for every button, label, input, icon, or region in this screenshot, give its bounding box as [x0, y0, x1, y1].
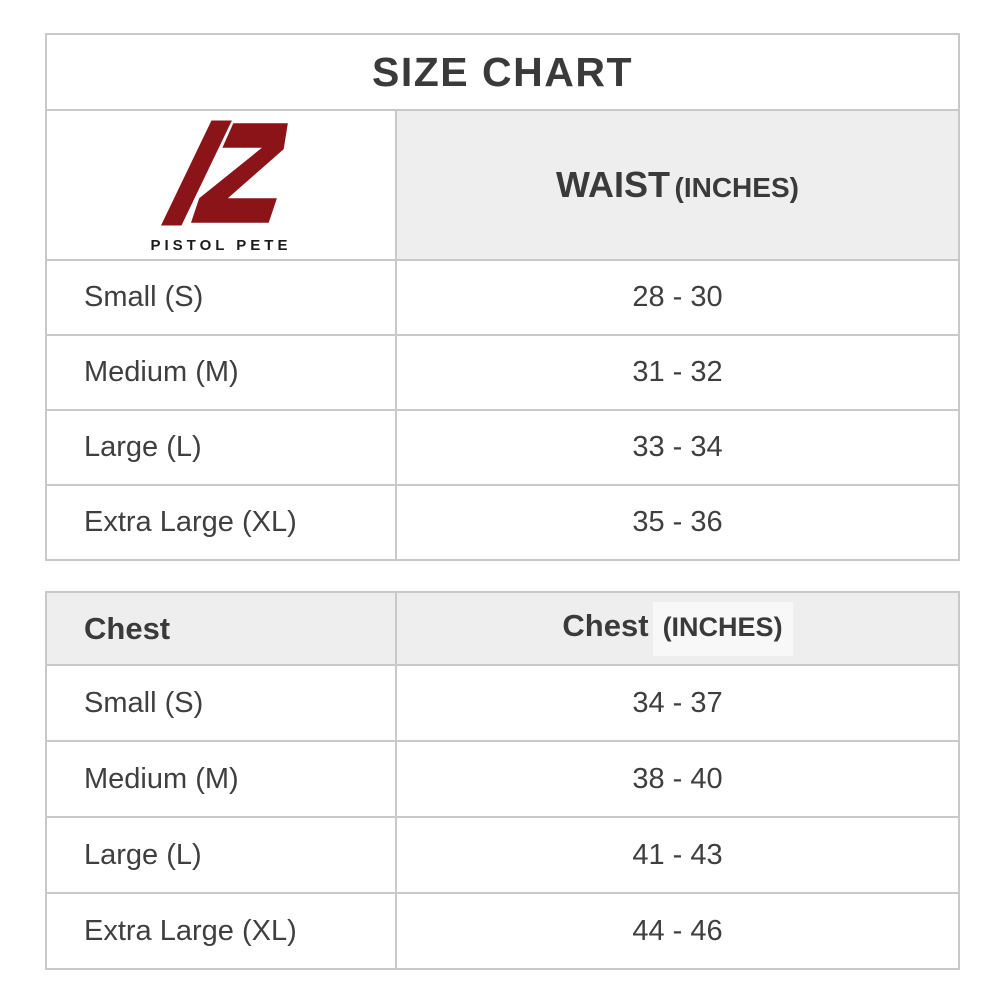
pistol-pete-logo-icon: [146, 115, 296, 231]
header-row-waist: [46, 110, 959, 260]
size-label: Small (S): [46, 260, 396, 335]
chest-column-header: [396, 592, 959, 665]
chest-size-table: [45, 591, 960, 970]
waist-size-table: [45, 33, 960, 561]
size-value: 38 - 40: [396, 741, 959, 817]
table-row: [46, 485, 959, 560]
size-value: 41 - 43: [396, 817, 959, 893]
size-value: 28 - 30: [396, 260, 959, 335]
chest-header-unit: (INCHES): [653, 602, 793, 656]
table-row: [46, 410, 959, 485]
table-row: [46, 260, 959, 335]
brand-cell: [46, 110, 396, 260]
size-label: Extra Large (XL): [46, 485, 396, 560]
chest-header-left: Chest: [46, 592, 396, 665]
size-label: Large (L): [46, 410, 396, 485]
size-value: 35 - 36: [396, 485, 959, 560]
brand-name: PISTOL PETE: [150, 237, 292, 254]
table-gap: [45, 561, 958, 591]
size-label: Medium (M): [46, 335, 396, 410]
brand-logo: [146, 115, 296, 254]
waist-column-header: [396, 110, 959, 260]
size-label: Large (L): [46, 817, 396, 893]
size-value: 34 - 37: [396, 665, 959, 741]
size-value: 44 - 46: [396, 893, 959, 969]
table-row: [46, 335, 959, 410]
table-row: [46, 741, 959, 817]
chest-header-label: Chest: [562, 607, 649, 643]
page-title: SIZE CHART: [46, 34, 959, 110]
table-row: [46, 665, 959, 741]
table-row: [46, 893, 959, 969]
waist-header-label: WAIST: [556, 164, 671, 205]
size-value: 33 - 34: [396, 410, 959, 485]
waist-header-unit: (INCHES): [674, 172, 799, 203]
size-chart-sheet: [45, 33, 958, 970]
title-row: [46, 34, 959, 110]
size-label: Extra Large (XL): [46, 893, 396, 969]
size-label: Medium (M): [46, 741, 396, 817]
header-row-chest: [46, 592, 959, 665]
table-row: [46, 817, 959, 893]
size-value: 31 - 32: [396, 335, 959, 410]
size-label: Small (S): [46, 665, 396, 741]
